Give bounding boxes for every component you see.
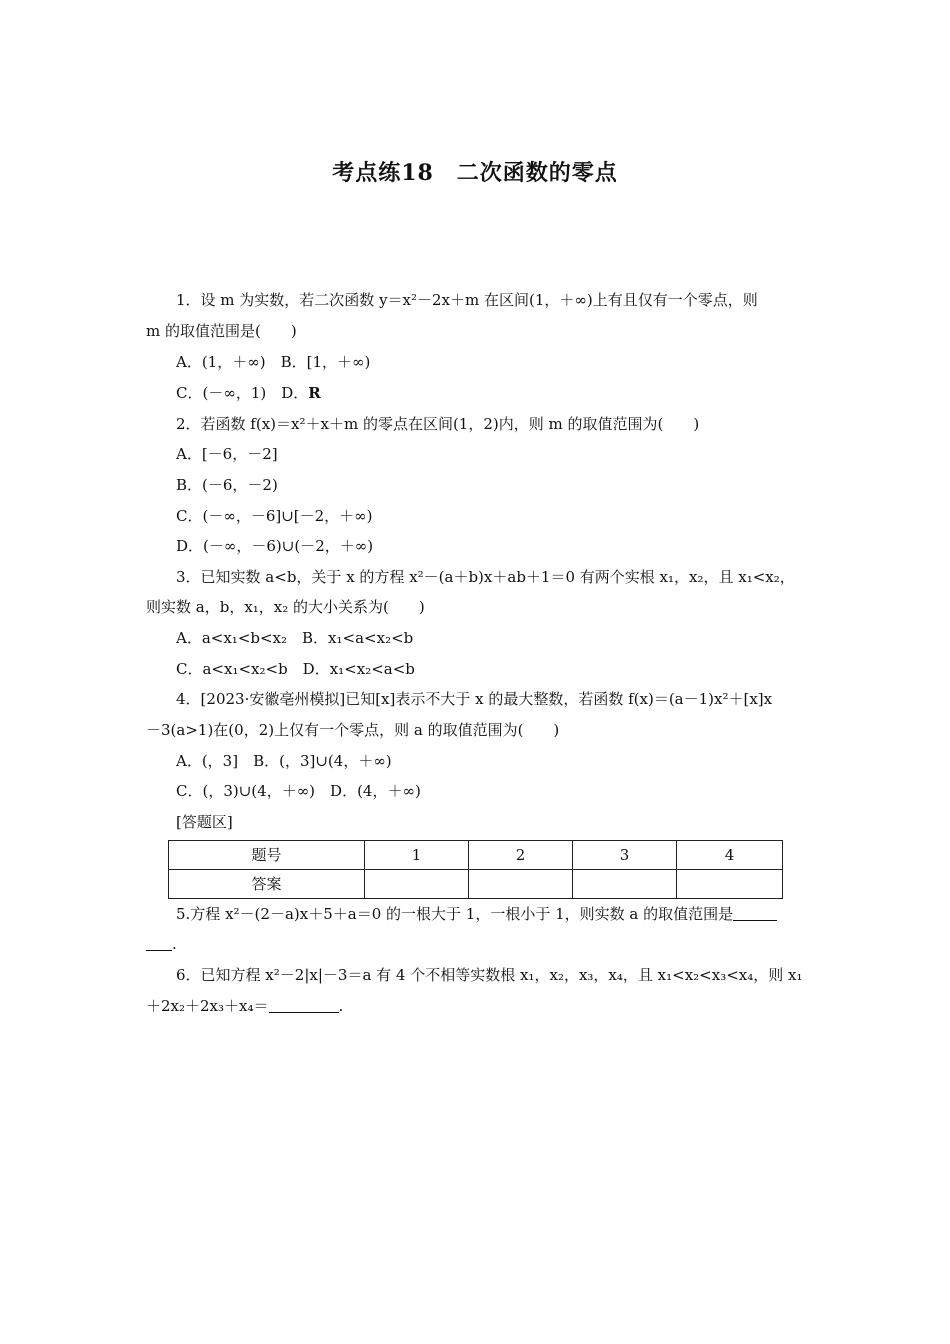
q5-stem [176,902,810,926]
q6-end-punct: . [338,997,344,1015]
answer-table-answer-row [169,870,783,899]
q4-stem-line2: －3(a>1)在(0，2)上仅有一个零点，则 a 的取值范围为( ) [146,721,560,739]
q2-option-a: A．[－6，－2] [176,445,278,463]
answer-table [168,840,783,899]
q3-options-ab: A．a<x₁<b<x₂ B．x₁<a<x₂<b [176,629,414,647]
q6-answer-blank[interactable] [269,998,339,1013]
question-number-header: 题号 [169,841,365,870]
page-title: 考点练18 二次函数的零点 [332,160,618,186]
answer-cell[interactable] [677,870,783,899]
answer-area-label: [答题区] [176,813,233,831]
q2-stem: 2．若函数 f(x)＝x²＋x＋m 的零点在区间(1，2)内，则 m 的取值范围为( ) [176,415,700,433]
answer-table-header-row [169,841,783,870]
q3-stem-line1: 3．已知实数 a<b，关于 x 的方程 x²－(a＋b)x＋ab＋1＝0 有两个实根 x₁，x₂，且 x₁<x₂， [176,568,795,586]
question-number-cell: 3 [573,841,677,870]
q3-stem-line2: 则实数 a，b，x₁，x₂ 的大小关系为( ) [146,598,425,616]
q5-blank-continuation [146,932,810,956]
q1-option-c: C．(－∞，1) D． [176,384,309,402]
q5-answer-blank-part2[interactable] [146,936,172,951]
question-number-cell: 1 [365,841,469,870]
q2-option-d: D．(－∞，－6)∪(－2，＋∞) [176,537,374,555]
question-number-cell: 2 [469,841,573,870]
answer-cell[interactable] [573,870,677,899]
q1-option-d-value: R [308,384,321,402]
answer-cell[interactable] [469,870,573,899]
q3-options-cd: C．a<x₁<x₂<b D．x₁<x₂<a<b [176,660,415,678]
q4-options-cd: C．(，3)∪(4，＋∞) D．(4，＋∞) [176,782,421,800]
q1-stem-line2: m 的取值范围是( ) [146,322,297,340]
q1-options-cd [176,381,810,405]
q6-stem-line2 [146,994,810,1018]
q2-option-c: C．(－∞，－6]∪[－2，＋∞) [176,507,373,525]
q5-stem-text: 5.方程 x²－(2－a)x＋5＋a＝0 的一根大于 1，一根小于 1，则实数 a 的取值范围是 [176,905,734,923]
q1-stem-line1: 1．设 m 为实数，若二次函数 y＝x²－2x＋m 在区间(1，＋∞)上有且仅有一个零点，则 [176,291,758,309]
q5-end-punct: . [172,935,177,953]
q1-options-ab: A．(1，＋∞) B．[1，＋∞) [176,353,371,371]
answer-cell[interactable] [365,870,469,899]
q4-stem-line1: 4．[2023·安徽亳州模拟]已知[x]表示不大于 x 的最大整数，若函数 f(x)＝(a－1)x²＋[x]x [176,690,773,708]
answer-header: 答案 [169,870,365,899]
question-number-cell: 4 [677,841,783,870]
q5-answer-blank-part1[interactable] [733,906,777,921]
q2-option-b: B．(－6，－2) [176,476,278,494]
q6-stem-text: ＋2x₂＋2x₃＋x₄＝ [146,997,269,1015]
q4-options-ab: A．(，3] B．(，3]∪(4，＋∞) [176,752,392,770]
q6-stem-line1: 6．已知方程 x²－2|x|－3＝a 有 4 个不相等实数根 x₁，x₂，x₃，x₄，且 x₁<x₂<x₃<x₄，则 x₁ [176,966,803,984]
